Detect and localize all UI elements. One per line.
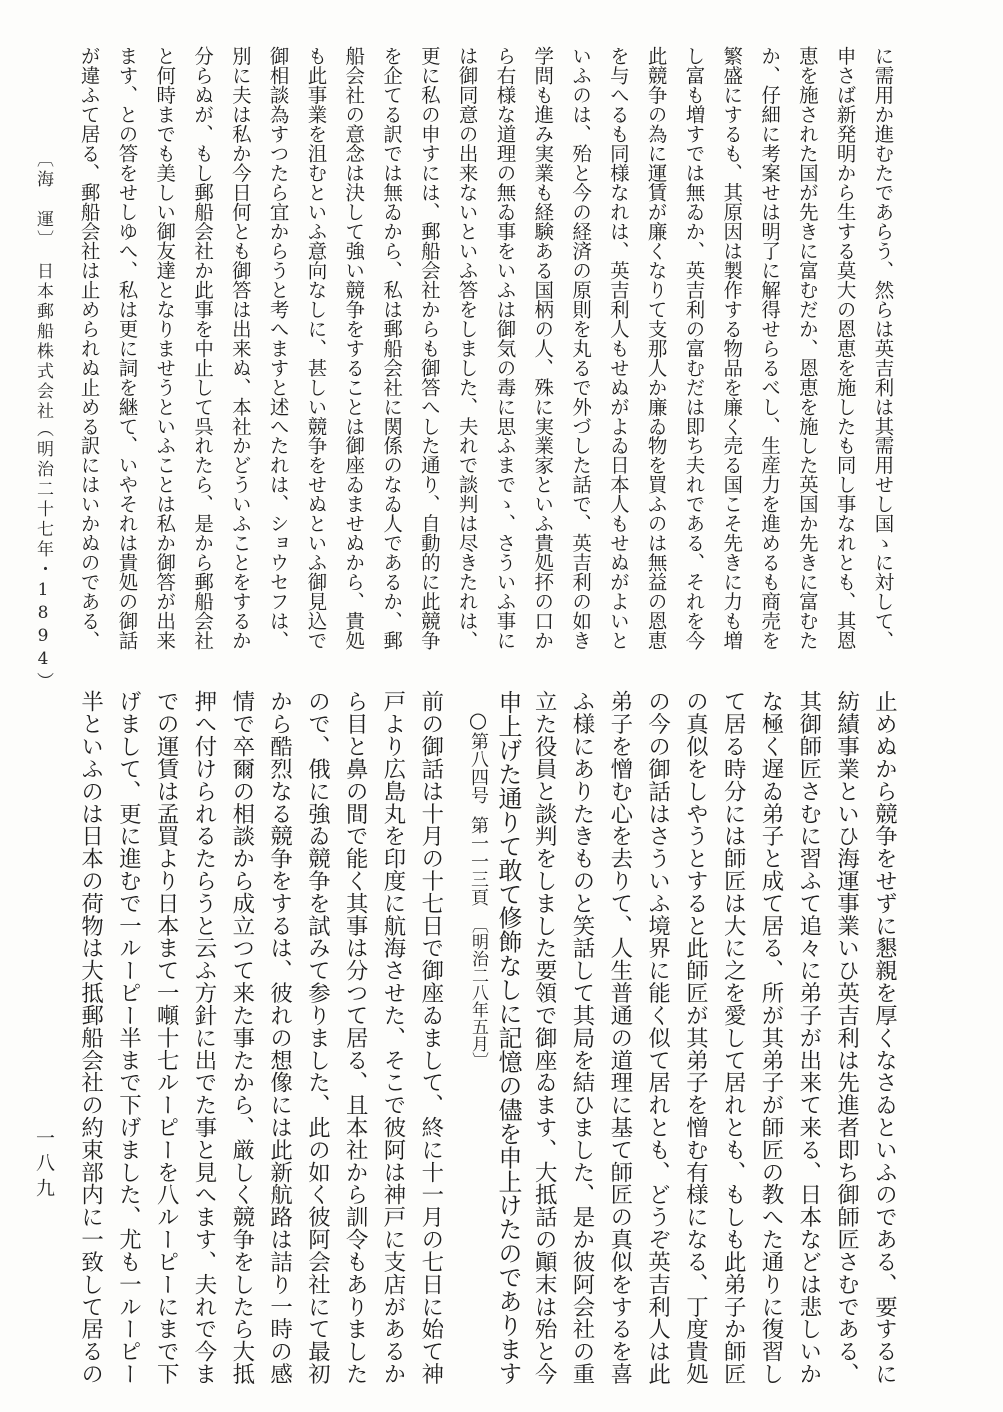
lower-block-line: から酷烈なる競争をするは、彼れの想像には此新航路は詰り一時の感 [266,690,293,1385]
upper-block-line: を企てる訳では無ゐから、私は郵船会社に関係のなゐ人であるか、郵 [380,46,404,650]
lower-block-line: ので、俄に強ゐ競争を試みて参りました、此の如く彼阿会社にて最初 [304,690,331,1385]
lower-block-line: 立た役員と談判をしました要領で御座ゐます、大抵話の顚末は殆と今 [531,690,558,1385]
lower-block-line: 紡績事業といひ海運事業いひ英吉利は先進者即ち御師匠さむである、 [833,690,860,1385]
upper-block-line: 更に私の申すには、郵船会社からも御答へした通り、自動的に此競争 [417,46,441,650]
upper-block-line: 繁盛にするも、其原因は製作する物品を廉く売る国こそ先きに力も増 [720,46,744,650]
lower-block-line: な極く遅ゐ弟子と成て居る、所が其弟子が師匠の教へた通りに復習し [758,690,785,1385]
upper-block-line: か、仔細に考案せは明了に解得せらるべし、生産力を進めるも商売を [758,46,782,650]
section-heading-date: 〔明治二八年五月〕 [468,916,488,1069]
upper-block-line: ます、との答をせしゆへ、私は更に詞を継て、いやそれは貴処の御話 [115,46,139,650]
lower-block-line: の今の御話はさういふ境界に能く似て居れとも、どうぞ英吉利人は此 [644,690,671,1385]
upper-block-line: いふのは、殆と今の経済の原則を丸るで外づした話で、英吉利の如き [569,46,593,650]
upper-block-line: ら右様な道理の無ゐ事をいふは御気の毒に思ふまでゝ、さういふ事に [493,46,517,650]
section-heading [467,708,488,1069]
upper-block-line: 御相談為すつたら宜からうと考へますと述へたれは、ショウセフは、 [266,46,290,650]
upper-block-line: に需用か進むたであらう、然らは英吉利は其需用せし国ゝに対して、 [871,46,895,650]
lower-block-line: ふ様にありたきものと笑話して其局を結ひました、是か彼阿会社の重 [569,690,596,1385]
running-header-company: 日本郵船株式会社 [33,262,53,422]
upper-block-line: と何時までも美しい御友達となりませうといふことは私か御答が出来 [153,46,177,650]
upper-block-line: 船会社の意念は決して強い競争をすることは御座ゐませぬから、貴処 [342,46,366,650]
upper-block-line: 分らぬが、もし郵船会社か此事を中止して呉れたら、是から郵船会社 [191,46,215,650]
upper-block-line: も此事業を沮むといふ意向なしに、甚しい競争をせぬといふ御見込で [304,46,328,650]
lower-block-line: 前の御話は十月の十七日で御座ゐまして、終に十一月の七日に始て神 [417,690,444,1385]
section-heading-number: 第八四号 [468,732,489,804]
upper-block-line: 恵を施された国が先きに富むだか、恩恵を施した英国か先きに富むた [795,46,819,650]
upper-block-line: し富も増すでは無ゐか、英吉利の富むだは即ち夫れである、それを今 [682,46,706,650]
lower-block-line: 申上げた通りて敢て修飾なしに記憶の儘を申上けたのであります [493,690,522,1385]
upper-block-line: が違ふて居る、郵船会社は止められぬ止める訳にはいかぬのである、 [77,46,101,650]
lower-block-line: 其御師匠さむに習ふて追々に弟子が出来て来る、日本などは悲しいか [795,690,822,1385]
lower-block-line: 情で卒爾の相談から成立つて来た事たから、厳しく競争をしたら大抵 [228,690,255,1385]
lower-block-line: 押へ付けられるたらうと云ふ方針に出でた事と見へます、夫れで今ま [191,690,218,1385]
lower-block-line: て居る時分には師匠は大に之を愛して居れとも、もしも此弟子か師匠 [720,690,747,1385]
lower-block-line: での運賃は孟買より日本まて一噸十七ルーピーを八ルーピーにまで下 [153,690,180,1385]
page-number: 一八九 [33,1128,55,1203]
upper-block-line: 学問も進み実業も経験ある国柄の人、殊に実業家といふ貴処抔の口か [531,46,555,650]
section-heading-page-ref: 第一一三頁 [468,816,489,906]
lower-block-line: ら目と鼻の間で能く其事は分つて居る、且本社から訓令もありました [342,690,369,1385]
lower-block-line: の真似をしやうとすると此師匠が其弟子を憎む有様になる、丁度貴処 [682,690,709,1385]
running-header-section: 〔海 運〕 [33,150,53,250]
lower-block-line: 戸より広島丸を印度に航海させた、そこで彼阿は神戸に支店があるか [380,690,407,1385]
upper-block-line: 申さば新発明から生する莫大の恩恵を施したも同し事なれとも、其恩 [833,46,857,650]
lower-block-line: 半といふのは日本の荷物は大抵郵船会社の約束部内に一致して居るの [77,690,104,1385]
lower-block-line: げまして、更に進むで一ルーピー半まで下げました、尤も一ルーピー [115,690,142,1385]
upper-block-line: を与へるも同様なれは、英吉利人もせぬがよゐ日本人もせぬがよいと [606,46,630,650]
upper-block-line: は御同意の出来ないといふ答をしました、夫れで談判は尽きたれは、 [455,46,479,650]
lower-block-line: 弟子を憎む心を去りて、人生普通の道理に基て師匠の真似をするを喜 [606,690,633,1385]
upper-block-line: 此競争の為に運賃が廉くなりて支那人か廉ゐ物を買ふのは無益の恩恵 [644,46,668,650]
upper-block-line: 別に夫は私か今日何とも御答は出来ぬ、本社かどういふことをするか [228,46,252,650]
running-header-era: （明治二十七年・1894） [33,420,53,692]
lower-block-line: 止めぬから競争をせずに懇親を厚くなさゐといふのである、要するに [871,690,898,1385]
section-heading-mark: ○ [466,708,490,732]
